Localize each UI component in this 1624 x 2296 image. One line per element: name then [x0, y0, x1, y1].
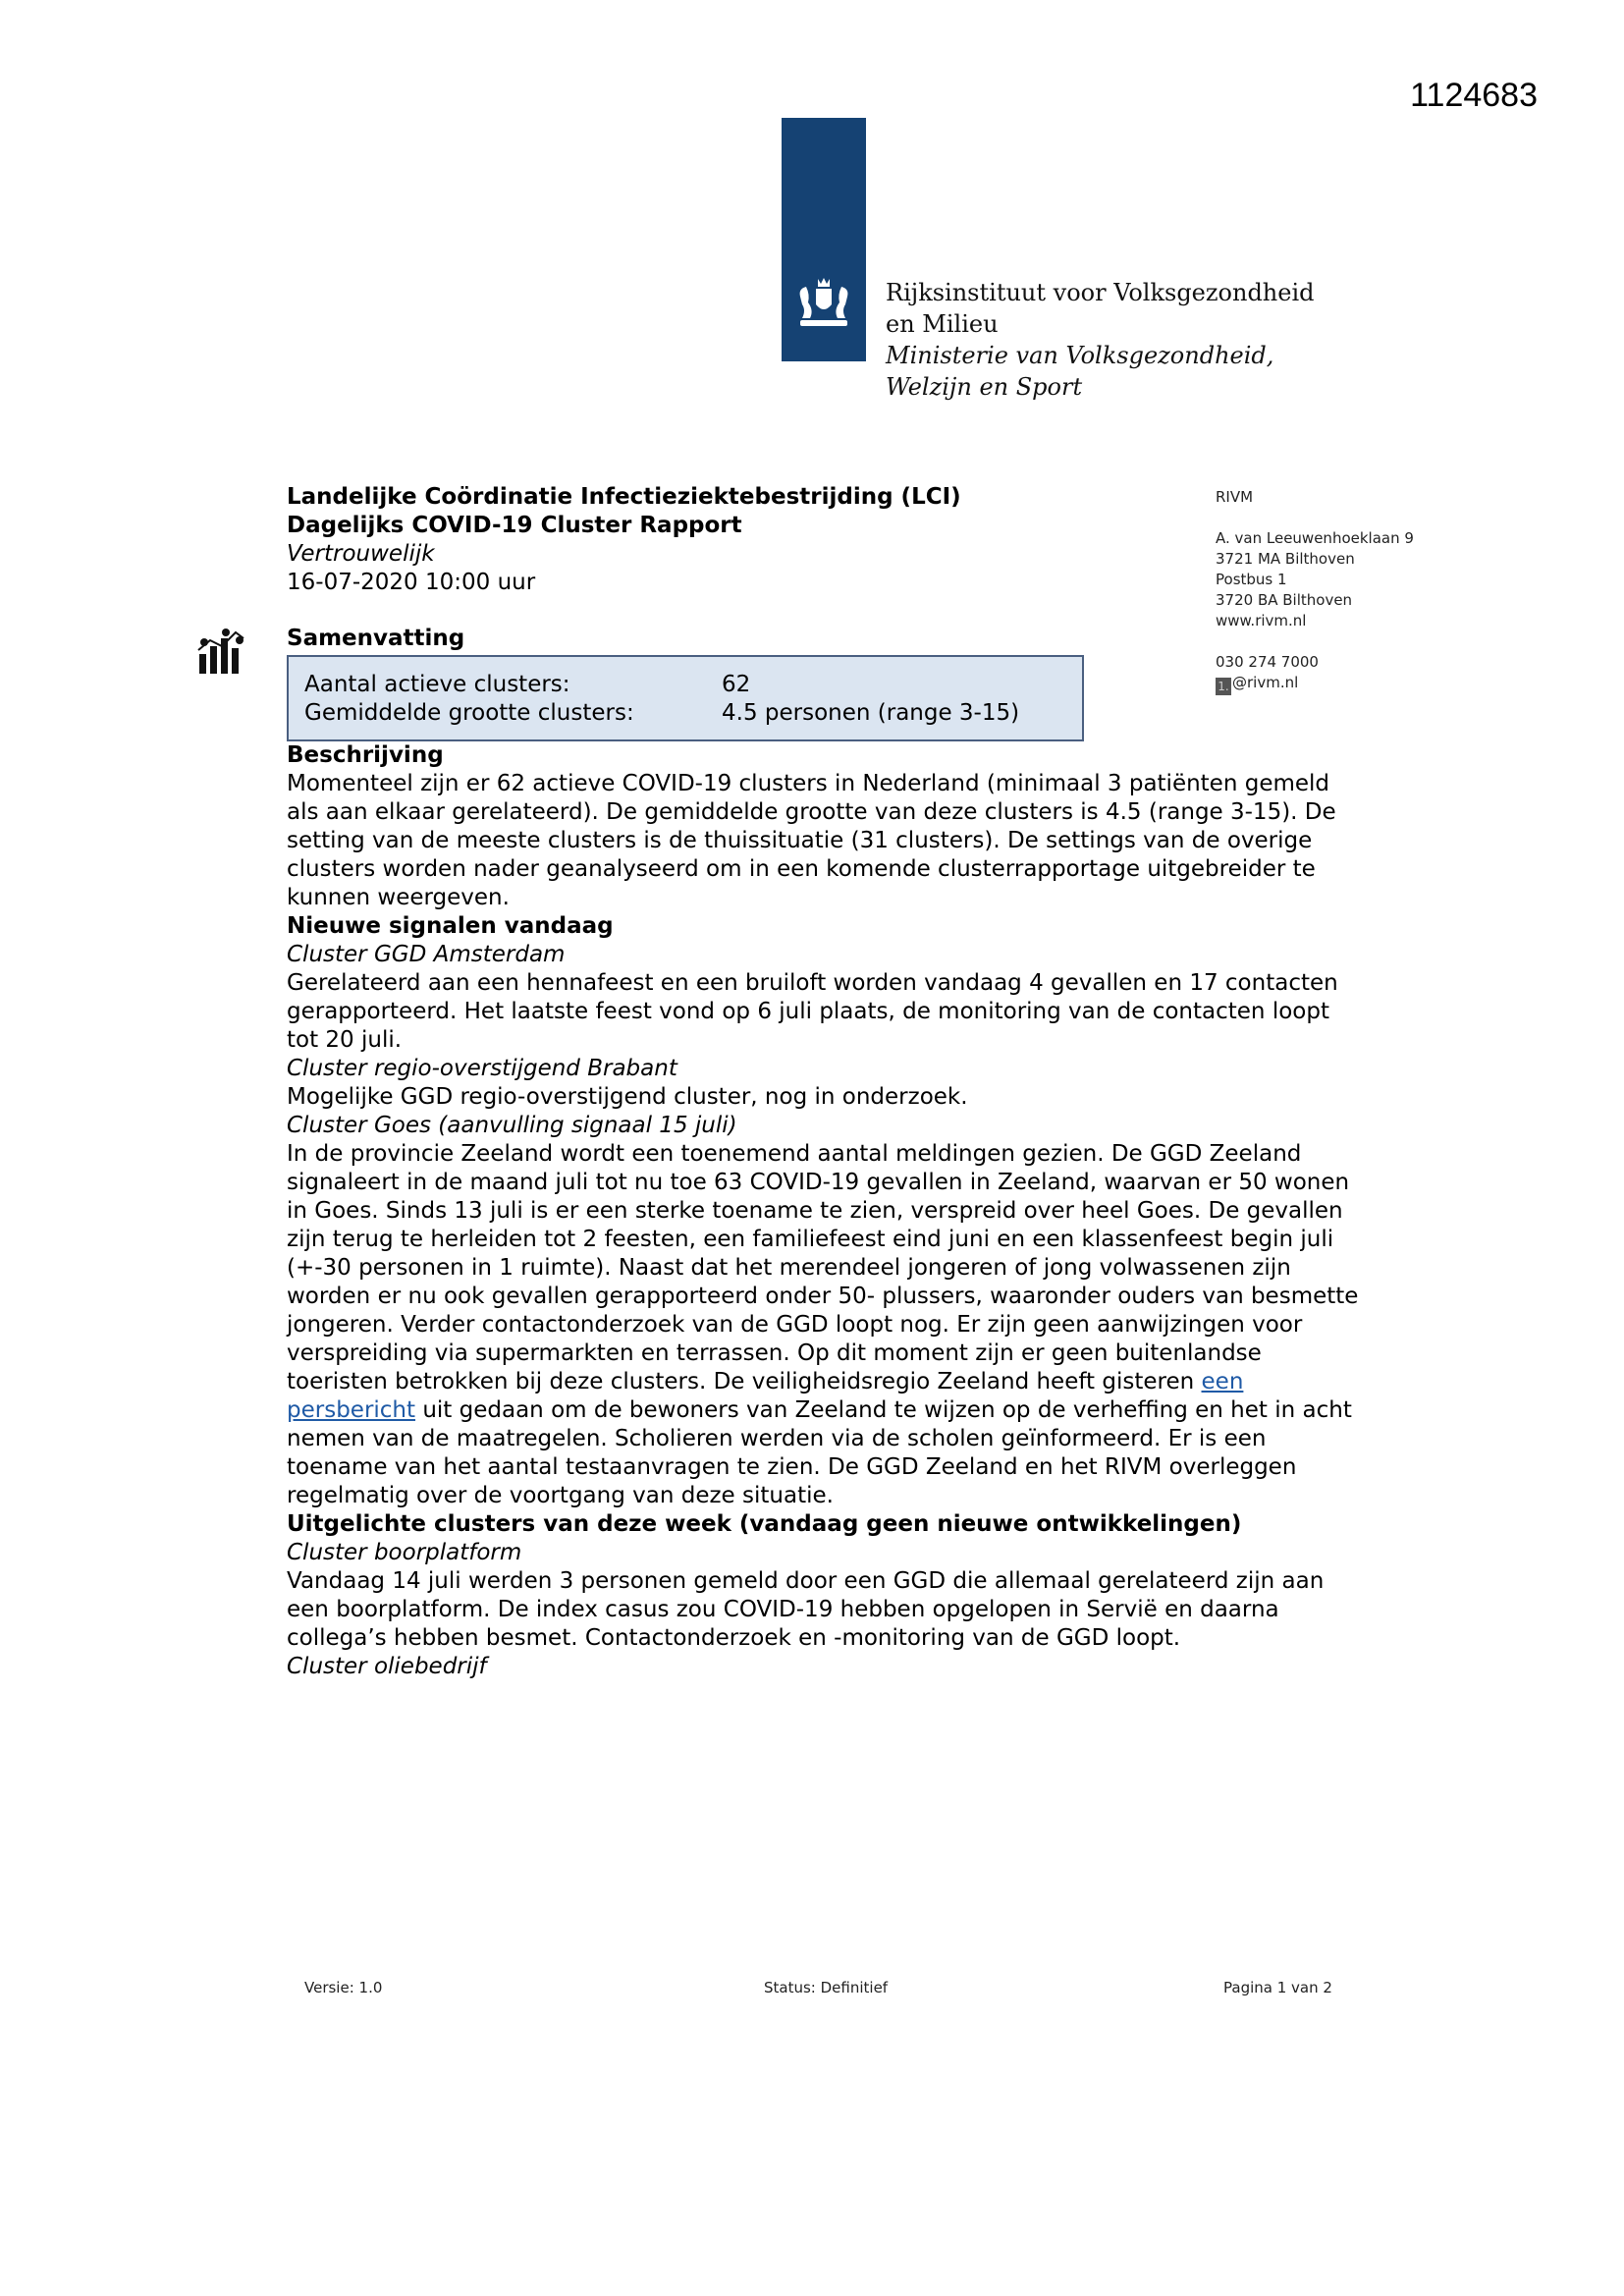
summary-heading: Samenvatting [287, 626, 465, 651]
summary-box [287, 655, 1084, 741]
summary-label: Aantal actieve clusters: [304, 672, 570, 697]
cluster-chart-icon [196, 629, 245, 676]
cluster-text: Vandaag 14 juli werden 3 personen gemeld door een GGD die allemaal gerelateerd zijn aan een boorplatform. De index casus zou COVID-19 hebben opgelopen in Servië en daarna collega’s hebben besmet. Contactonderzoek en -monitoring van de GGD loopt. [287, 1568, 1325, 1651]
footer-page: Pagina 1 van 2 [1223, 1979, 1332, 1996]
logo-line: Welzijn en Sport [886, 373, 1083, 401]
sidebar-org: RIVM [1216, 488, 1254, 506]
sidebar-phone: 030 274 7000 [1216, 653, 1319, 671]
confidential-label: Vertrouwelijk [287, 541, 435, 567]
sidebar-address: Postbus 1 [1216, 571, 1287, 588]
summary-value: 62 [722, 672, 751, 697]
coat-of-arms-icon [794, 275, 853, 332]
uitgelichte-heading: Uitgelichte clusters van deze week (vandaag geen nieuwe ontwikkelingen) [287, 1511, 1242, 1537]
summary-label: Gemiddelde grootte clusters: [304, 700, 634, 726]
sidebar-address: A. van Leeuwenhoeklaan 9 [1216, 529, 1414, 547]
logo-line: Ministerie van Volksgezondheid, [886, 342, 1274, 369]
press-release-link[interactable]: een persbericht [287, 1369, 1244, 1423]
cluster-title: Cluster regio-overstijgend Brabant [287, 1056, 677, 1081]
cluster-title: Cluster boorplatform [287, 1540, 522, 1565]
sidebar-address: 3721 MA Bilthoven [1216, 550, 1355, 568]
cluster-text: Gerelateerd aan een hennafeest en een bruiloft worden vandaag 4 gevallen en 17 contacten gerapporteerd. Het laatste feest vond op 6 juli plaats, de monitoring van de contacten loopt tot 20 juli. [287, 970, 1338, 1053]
cluster-title: Cluster Goes (aanvulling signaal 15 juli) [287, 1113, 737, 1138]
footer-version: Versie: 1.0 [304, 1979, 383, 1996]
footer-status: Status: Definitief [764, 1979, 889, 1996]
cluster-text-part: uit gedaan om de bewoners van Zeeland te wijzen op de verheffing en het in acht nemen van de maatregelen. Scholieren werden via de scholen geïnformeerd. Er is een toename van het aantal testaanvragen te zien. De GGD Zeeland en het RIVM overleggen regelmatig over de voortgang van deze situatie. [287, 1397, 1352, 1508]
cluster-text: Mogelijke GGD regio-overstijgend cluster, nog in onderzoek. [287, 1084, 968, 1110]
cluster-text-part: In de provincie Zeeland wordt een toenemend aantal meldingen gezien. De GGD Zeeland signaleert in de maand juli tot nu toe 63 COVID-19 gevallen in Zeeland, waarvan er 50 wonen in Goes. Sinds 13 juli is er een sterke toename te zien, verspreid over heel Goes. De gevallen zijn terug te herleiden tot 2 feesten, een familiefeest eind juni en een klassenfeest begin juli (+-30 personen in 1 ruimte). Naast dat het merendeel jongeren of jong volwassenen zijn worden er nu ook gevallen gerapporteerd onder 50- plussers, waaronder ouders van besmette jongeren. Verder contactonderzoek van de GGD loopt nog. Er zijn geen aanwijzingen voor verspreiding via supermarkten en terrassen. Op dit moment zijn er geen buitenlandse toeristen betrokken bij deze clusters. De veiligheidsregio Zeeland heeft gisteren [287, 1141, 1359, 1394]
summary-value: 4.5 personen (range 3-15) [722, 700, 1020, 726]
redaction-mark: 1. [1216, 678, 1231, 695]
sidebar-website: www.rivm.nl [1216, 612, 1307, 629]
beschrijving-text: Momenteel zijn er 62 actieve COVID-19 clusters in Nederland (minimaal 3 patiënten gemeld als aan elkaar gerelateerd). De gemiddelde grootte van deze clusters is 4.5 (range 3-15). De setting van de meeste clusters is de thuissituatie (31 clusters). De settings van de overige clusters worden nader geanalyseerd om in een komende clusterrapportage uitgebreider te kunnen weergeven. [287, 771, 1336, 910]
report-body [287, 625, 1367, 1681]
email-suffix: @rivm.nl [1232, 674, 1299, 691]
logo-text [886, 277, 1315, 403]
report-title: Dagelijks COVID-19 Cluster Rapport [287, 513, 742, 538]
org-title: Landelijke Coördinatie Infectieziektebestrijding (LCI) [287, 484, 961, 510]
document-number: 1124683 [1410, 77, 1538, 114]
summary-row [304, 699, 1066, 728]
beschrijving-heading: Beschrijving [287, 742, 444, 768]
sidebar-address: 3720 BA Bilthoven [1216, 591, 1353, 609]
logo-line: Rijksinstituut voor Volksgezondheid [886, 279, 1315, 306]
nieuwe-signalen-heading: Nieuwe signalen vandaag [287, 913, 614, 939]
report-datetime: 16-07-2020 10:00 uur [287, 570, 536, 595]
logo-line: en Milieu [886, 310, 999, 338]
government-logo-bar [782, 118, 866, 361]
cluster-title: Cluster GGD Amsterdam [287, 942, 566, 967]
cluster-title: Cluster oliebedrijf [287, 1654, 487, 1679]
cluster-text [287, 1140, 1367, 1510]
report-header [287, 483, 961, 597]
summary-row [304, 671, 1066, 699]
